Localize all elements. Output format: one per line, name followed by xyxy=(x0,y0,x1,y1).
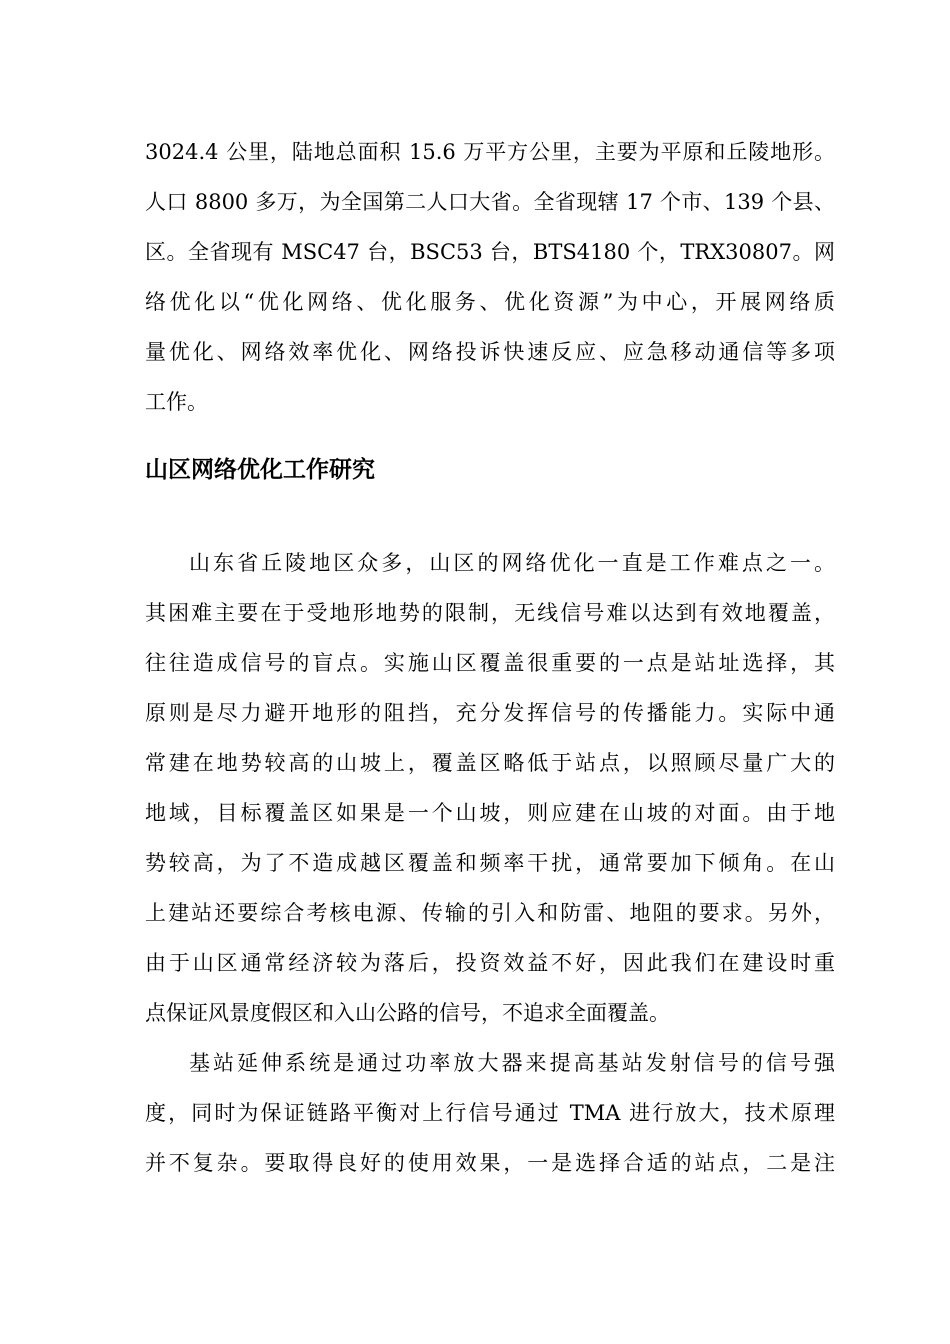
text-line: 上建站还要综合考核电源、传输的引入和防雷、地阻的要求。另外， xyxy=(145,901,835,925)
text-line: 其困难主要在于受地形地势的限制，无线信号难以达到有效地覆盖， xyxy=(145,601,835,625)
text-line: 地域，目标覆盖区如果是一个山坡，则应建在山坡的对面。由于地 xyxy=(145,801,835,825)
text-line: 山东省丘陵地区众多，山区的网络优化一直是工作难点之一。 xyxy=(189,551,835,575)
text-line: 常建在地势较高的山坡上，覆盖区略低于站点，以照顾尽量广大的 xyxy=(145,751,835,775)
text-line: 往往造成信号的盲点。实施山区覆盖很重要的一点是站址选择，其 xyxy=(145,651,835,675)
text-line: 并不复杂。要取得良好的使用效果，一是选择合适的站点，二是注 xyxy=(145,1151,835,1175)
text-line: 度，同时为保证链路平衡对上行信号通过 TMA 进行放大，技术原理 xyxy=(145,1101,835,1125)
text-line: 络优化以“优化网络、优化服务、优化资源”为中心，开展网络质 xyxy=(145,290,835,314)
text-line: 势较高，为了不造成越区覆盖和频率干扰，通常要加下倾角。在山 xyxy=(145,851,835,875)
section-heading: 山区网络优化工作研究 xyxy=(145,457,375,483)
text-line: 人口 8800 多万，为全国第二人口大省。全省现辖 17 个市、139 个县、 xyxy=(145,190,835,214)
text-line: 点保证风景度假区和入山公路的信号，不追求全面覆盖。 xyxy=(145,1001,670,1025)
text-line: 区。全省现有 MSC47 台，BSC53 台，BTS4180 个，TRX30807。网 xyxy=(145,240,835,264)
text-line: 量优化、网络效率优化、网络投诉快速反应、应急移动通信等多项 xyxy=(145,340,835,364)
text-line: 工作。 xyxy=(145,390,208,414)
text-line: 基站延伸系统是通过功率放大器来提高基站发射信号的信号强 xyxy=(189,1051,835,1075)
text-line: 原则是尽力避开地形的阻挡，充分发挥信号的传播能力。实际中通 xyxy=(145,701,835,725)
text-line: 3024.4 公里，陆地总面积 15.6 万平方公里，主要为平原和丘陵地形。 xyxy=(145,140,835,164)
text-line: 由于山区通常经济较为落后，投资效益不好，因此我们在建设时重 xyxy=(145,951,835,975)
